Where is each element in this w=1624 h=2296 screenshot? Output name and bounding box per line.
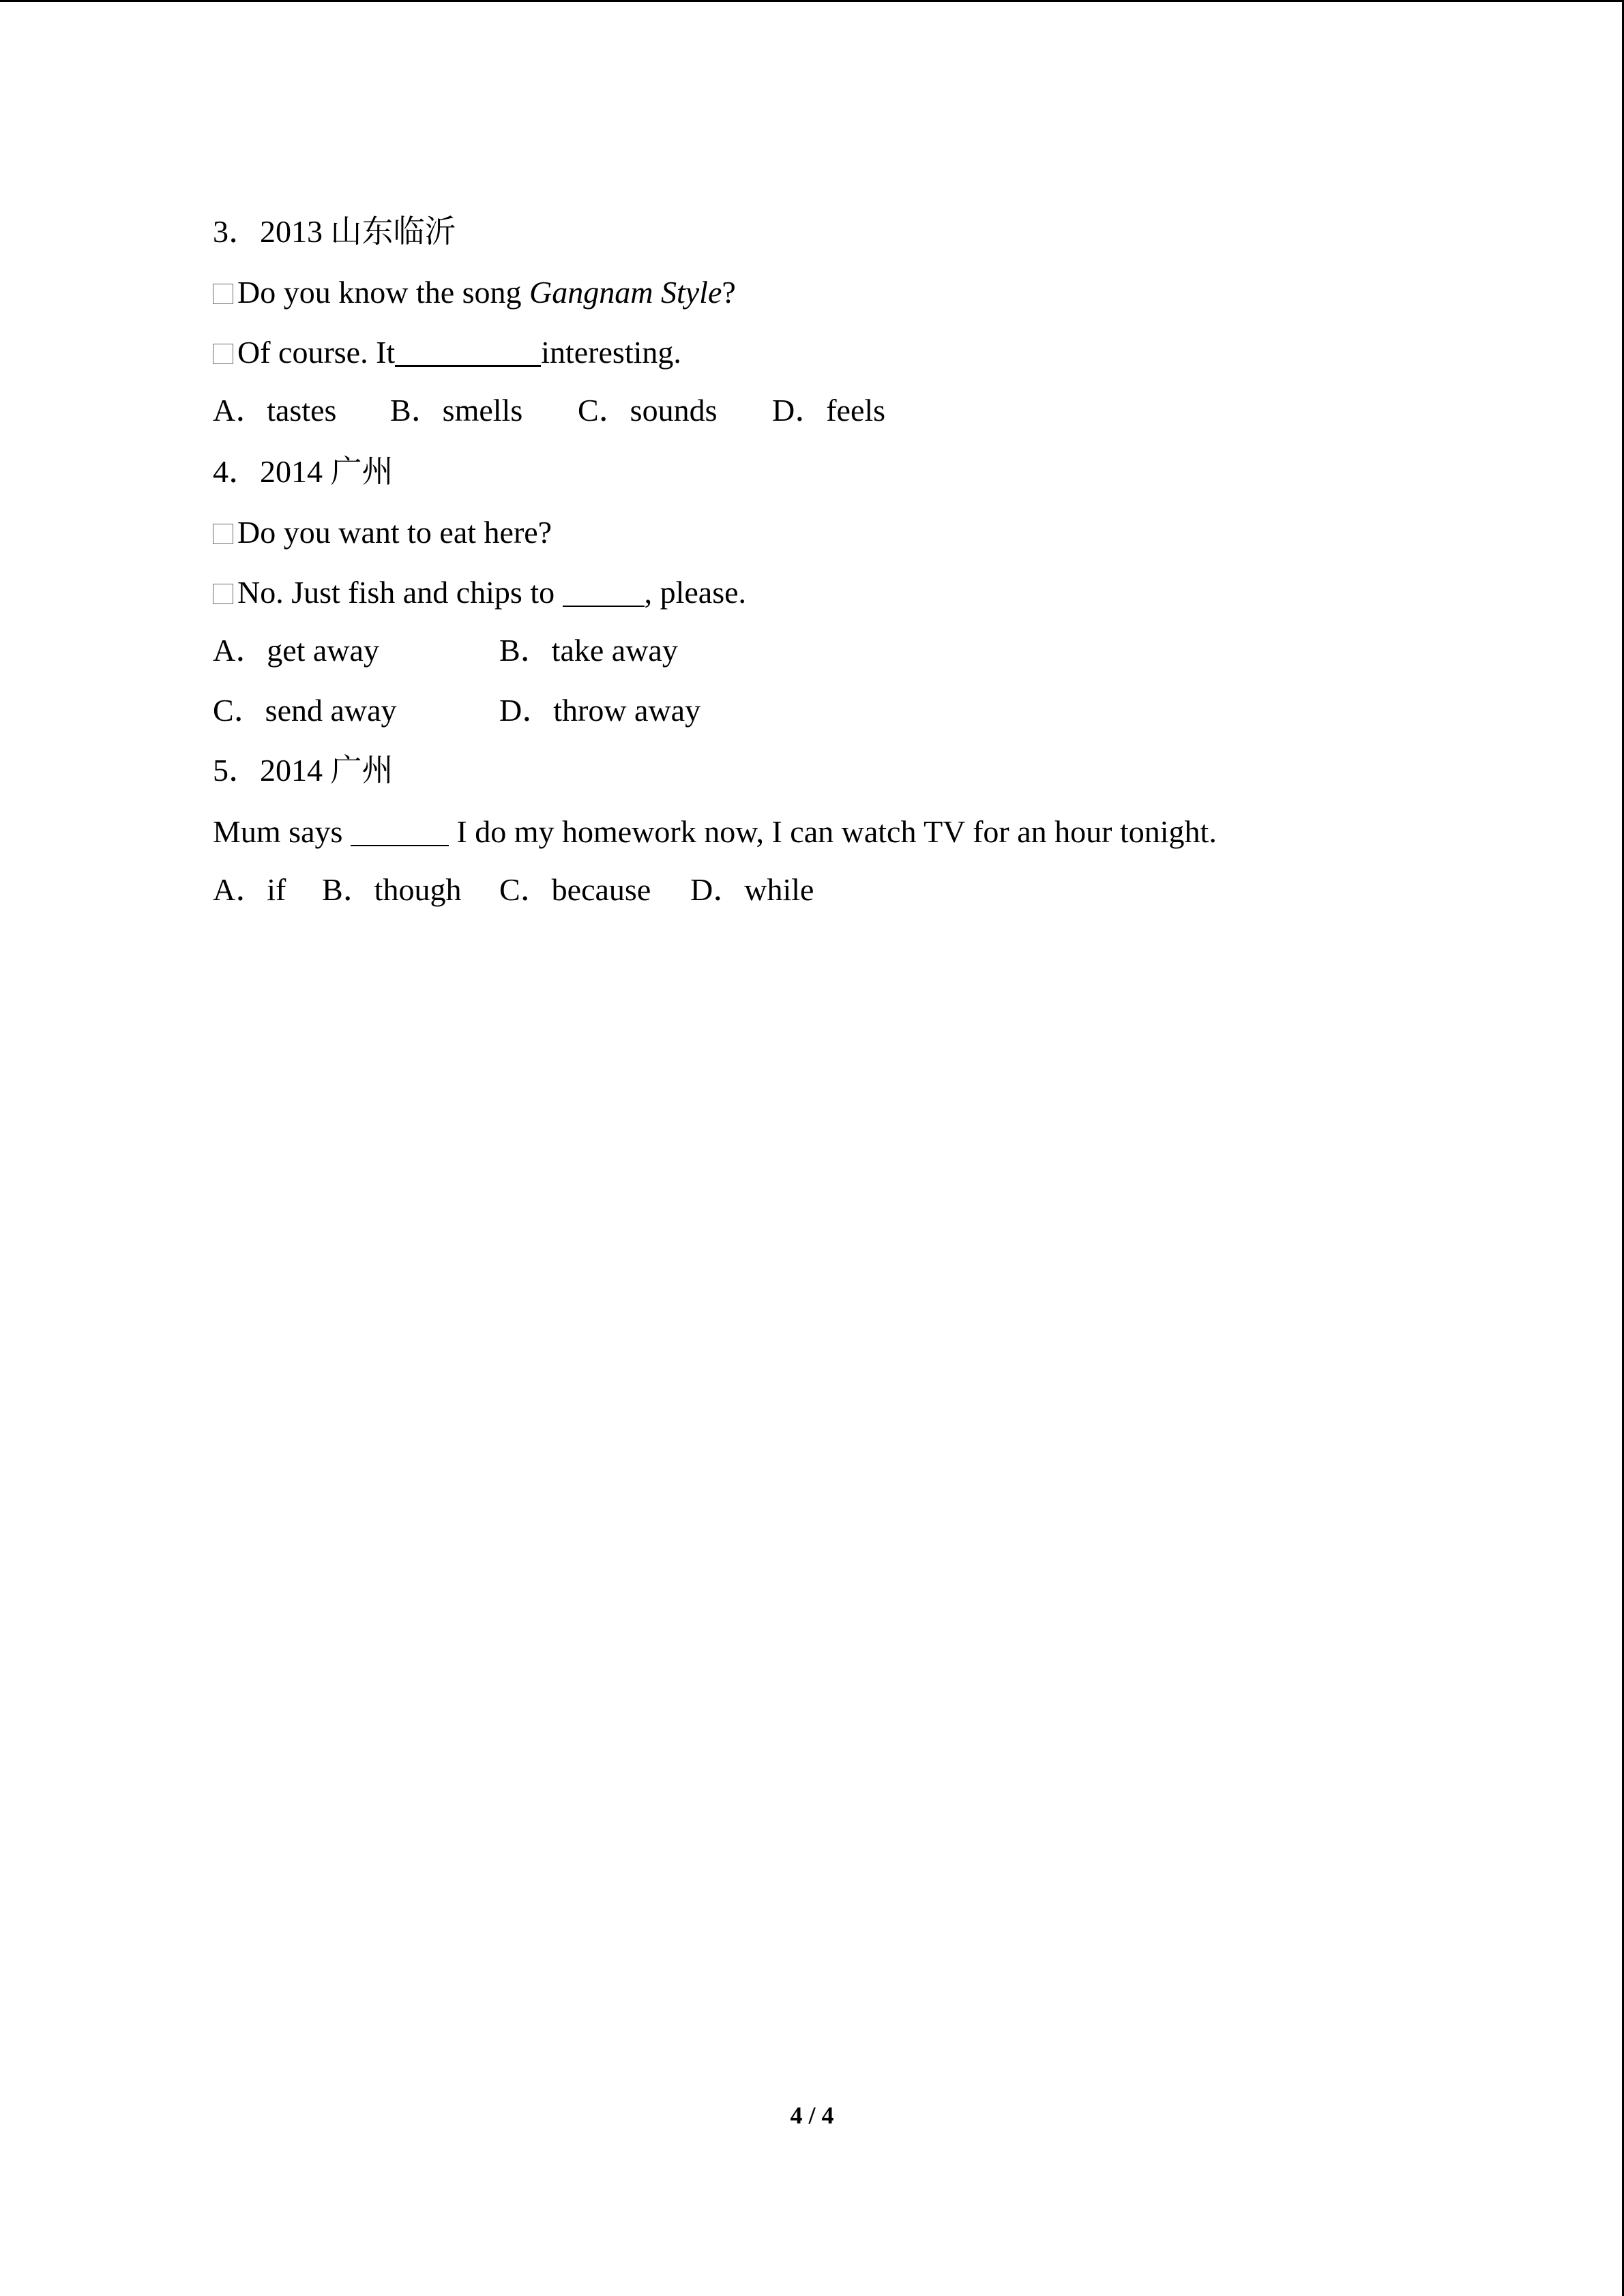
question-4-heading [213, 451, 394, 492]
question-4-line-2-prefix: No. Just fish and chips to [237, 575, 563, 610]
question-3-line-1-prefix: Do you know the song [237, 275, 530, 310]
question-5-heading [213, 750, 394, 791]
dialogue-marker-icon [213, 344, 233, 364]
question-5-prompt-suffix: I do my homework now, I can watch TV for an hour tonight. [448, 814, 1217, 849]
question-5-prompt-prefix: Mum says [213, 814, 351, 849]
dialogue-marker-icon [213, 524, 233, 544]
option-b: B．smells [390, 393, 523, 428]
option-d: D．while [690, 872, 814, 907]
question-3-line-2-prefix: Of course. It [237, 335, 396, 370]
question-5-number: 5．2014 广州 [213, 753, 394, 788]
dialogue-marker-icon [213, 584, 233, 604]
question-3-song-title: Gangnam Style [529, 275, 722, 310]
option-a: A．if [213, 872, 286, 907]
question-3-line-2-suffix: interesting. [541, 335, 681, 370]
option-d: D．feels [772, 393, 886, 428]
question-3-number: 3．2013 山东临沂 [213, 214, 456, 249]
answer-blank [563, 578, 645, 607]
question-5-prompt [213, 811, 1217, 852]
dialogue-marker-icon [213, 284, 233, 304]
question-4-line-2-suffix: , please. [644, 575, 747, 610]
question-4-line-1 [213, 512, 552, 553]
question-3-line-2 [213, 332, 681, 373]
top-border [0, 0, 1624, 2]
option-d: D．throw away [499, 693, 701, 728]
question-4-line-2 [213, 572, 746, 613]
option-b: B．take away [499, 633, 678, 668]
option-c: C．because [499, 872, 651, 907]
option-b: B．though [322, 872, 462, 907]
page-number: 4 / 4 [790, 2102, 834, 2129]
answer-blank [351, 818, 449, 846]
question-4-line-1-text: Do you want to eat here? [237, 515, 552, 550]
answer-blank [395, 338, 541, 367]
question-4-number: 4．2014 广州 [213, 454, 394, 489]
question-3-line-1-suffix: ? [722, 275, 736, 310]
option-a: A．tastes [213, 393, 337, 428]
question-3-heading [213, 211, 456, 252]
option-a: A．get away [213, 633, 379, 668]
option-c: C．send away [213, 693, 397, 728]
question-3-line-1 [213, 272, 736, 313]
option-c: C．sounds [578, 393, 718, 428]
